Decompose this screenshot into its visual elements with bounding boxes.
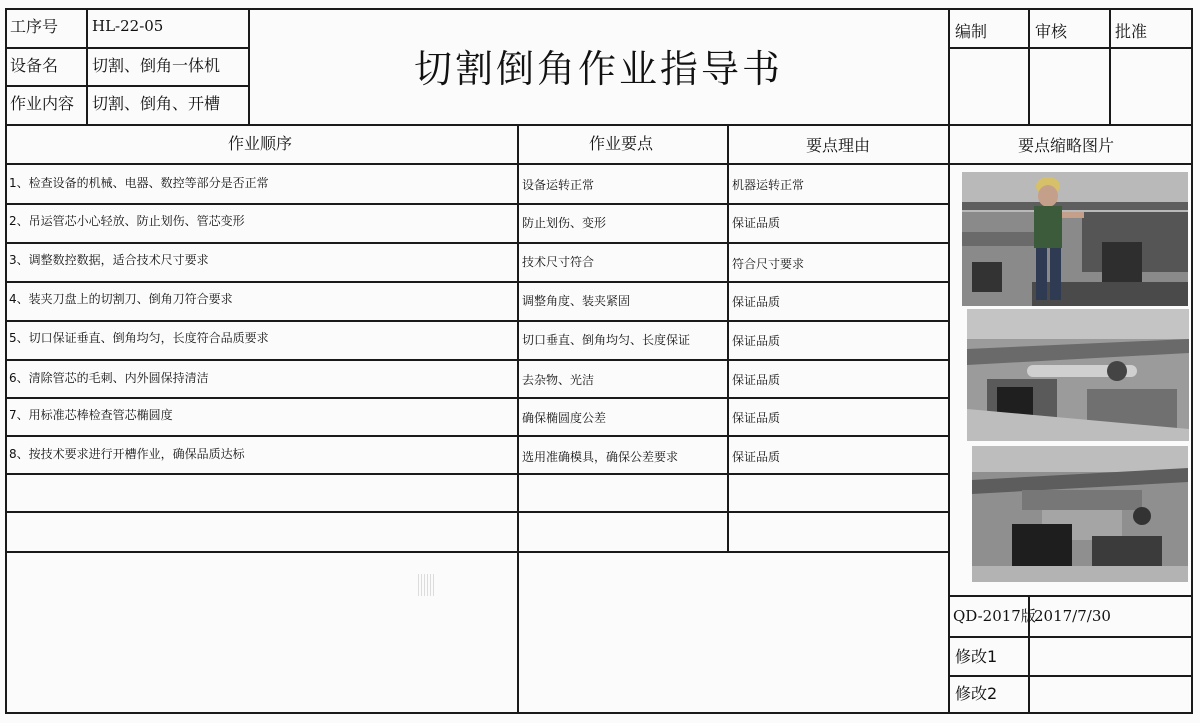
rule: [5, 511, 950, 513]
rule: [950, 47, 1193, 49]
rule: [5, 124, 1193, 126]
rule: [948, 8, 950, 714]
table-row-point: 切口垂直、倒角均匀、长度保证: [522, 333, 691, 347]
rule: [727, 124, 729, 553]
page-title: 切割倒角作业指导书: [414, 47, 784, 91]
rule: [950, 675, 1193, 677]
table-row-point: 调整角度、装夹紧固: [522, 294, 631, 308]
column-header-key-points: 作业要点: [589, 134, 654, 153]
approval-prepared-label: 编制: [955, 22, 988, 41]
scan-speckle: [418, 574, 436, 596]
rule: [5, 163, 1193, 165]
rule: [517, 124, 519, 714]
rule: [5, 8, 1193, 10]
table-row-reason: 保证品质: [732, 295, 781, 309]
approval-reviewed-label: 审核: [1035, 22, 1068, 41]
table-row-step: 2、吊运管芯小心轻放、防止划伤、管芯变形: [9, 214, 245, 228]
rule: [5, 435, 950, 437]
revision-2-label: 修改2: [955, 684, 998, 703]
table-row-point: 去杂物、光洁: [522, 373, 595, 387]
column-header-photos: 要点缩略图片: [1018, 136, 1115, 155]
rule: [1109, 8, 1111, 124]
table-row-reason: 保证品质: [732, 450, 781, 464]
rule: [950, 636, 1193, 638]
table-row-step: 5、切口保证垂直、倒角均匀，长度符合品质要求: [9, 331, 269, 345]
table-row-reason: 保证品质: [732, 411, 781, 425]
doc-code: QD-2017版: [953, 607, 1036, 625]
table-row-reason: 保证品质: [732, 216, 781, 230]
rule: [5, 47, 249, 49]
chamfer-machine-photo: [967, 309, 1189, 441]
rule: [5, 85, 249, 87]
rule: [5, 551, 950, 553]
rule: [950, 595, 1193, 597]
table-row-step: 1、检查设备的机械、电器、数控等部分是否正常: [9, 176, 269, 190]
slotting-machine-photo: [972, 446, 1188, 582]
table-row-reason: 机器运转正常: [732, 178, 805, 192]
table-row-point: 防止划伤、变形: [522, 216, 607, 230]
table-row-reason: 保证品质: [732, 334, 781, 348]
rule: [5, 203, 950, 205]
rule: [5, 359, 950, 361]
rule: [1028, 8, 1030, 124]
table-row-reason: 符合尺寸要求: [732, 257, 805, 271]
rule: [5, 712, 1193, 714]
rule: [5, 397, 950, 399]
rule: [86, 8, 88, 124]
table-row-step: 4、装夹刀盘上的切割刀、倒角刀符合要求: [9, 292, 233, 306]
rule: [248, 8, 250, 124]
equipment-value: 切割、倒角一体机: [92, 56, 221, 75]
table-row-step: 3、调整数控数据，适合技术尺寸要求: [9, 253, 209, 267]
table-row-step: 6、清除管芯的毛刺、内外圆保持清洁: [9, 371, 209, 385]
equipment-label: 设备名: [10, 56, 59, 75]
rule: [5, 473, 950, 475]
rule: [5, 8, 7, 714]
rule: [5, 320, 950, 322]
revision-1-label: 修改1: [955, 647, 998, 666]
approval-approved-label: 批准: [1115, 22, 1148, 41]
table-row-point: 确保椭圆度公差: [522, 411, 607, 425]
table-row-point: 设备运转正常: [522, 178, 595, 192]
table-row-point: 选用准确模具，确保公差要求: [522, 450, 679, 464]
process-no-label: 工序号: [10, 17, 59, 36]
operator-at-machine-photo: [962, 172, 1188, 306]
table-row-reason: 保证品质: [732, 373, 781, 387]
content-label: 作业内容: [10, 94, 75, 113]
table-row-point: 技术尺寸符合: [522, 255, 595, 269]
rule: [5, 281, 950, 283]
table-row-step: 8、按技术要求进行开槽作业，确保品质达标: [9, 447, 245, 461]
content-value: 切割、倒角、开槽: [92, 94, 221, 113]
column-header-sequence: 作业顺序: [228, 134, 293, 153]
rule: [5, 242, 950, 244]
process-no-value: HL-22-05: [92, 17, 164, 35]
column-header-reasons: 要点理由: [806, 136, 871, 155]
table-row-step: 7、用标准芯棒检查管芯椭圆度: [9, 408, 173, 422]
rule: [1191, 8, 1193, 714]
doc-date: 2017/7/30: [1034, 607, 1111, 625]
